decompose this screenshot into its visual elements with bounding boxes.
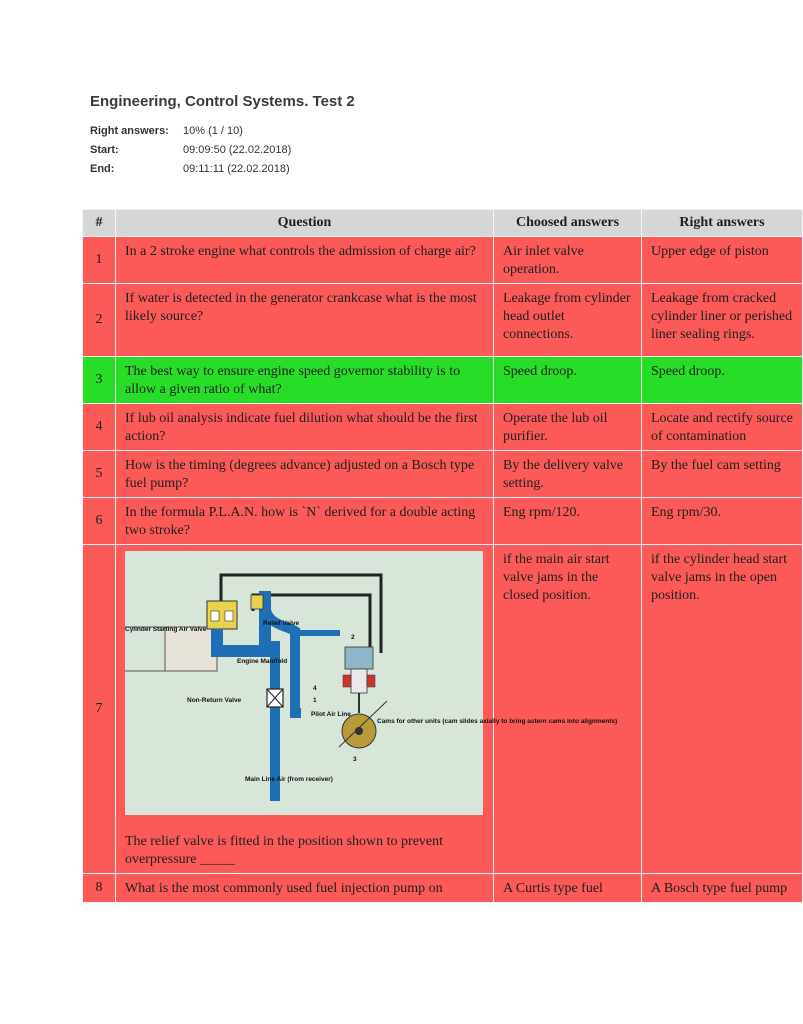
- header-number: #: [83, 210, 116, 237]
- diagram-label: Cylinder Starting Air Valve: [125, 626, 207, 633]
- question-cell: In a 2 stroke engine what controls the admission of charge air?: [116, 237, 494, 284]
- right-answer-cell: A Bosch type fuel pump: [642, 874, 803, 903]
- diagram-label: Cams for other units (cam slides axially to bring astern cams into alignments): [377, 718, 618, 725]
- question-cell: What is the most commonly used fuel injection pump on: [116, 874, 494, 903]
- row-number: 4: [83, 404, 116, 451]
- chosen-answer-cell: Operate the lub oil purifier.: [494, 404, 642, 451]
- summary-label: Start:: [90, 144, 119, 156]
- diagram-label: Main Line Air (from receiver): [245, 776, 333, 783]
- summary-value: 09:09:50 (22.02.2018): [183, 144, 292, 156]
- chosen-answer-cell: Speed droop.: [494, 357, 642, 404]
- row-number: 7: [83, 545, 116, 874]
- diagram-number-label: 3: [353, 756, 357, 763]
- summary-value: 09:11:11 (22.02.2018): [183, 163, 290, 175]
- row-number: 5: [83, 451, 116, 498]
- right-answer-cell: Speed droop.: [642, 357, 803, 404]
- right-answer-cell: if the cylinder head start valve jams in the open position.: [642, 545, 803, 874]
- question-cell: The best way to ensure engine speed governor stability is to allow a given ratio of what?: [116, 357, 494, 404]
- right-answer-cell: Locate and rectify source of contamination: [642, 404, 803, 451]
- table-row: [83, 451, 803, 498]
- question-cell: If water is detected in the generator crankcase what is the most likely source?: [116, 284, 494, 357]
- right-answer-cell: Upper edge of piston: [642, 237, 803, 284]
- question-cell: How is the timing (degrees advance) adjusted on a Bosch type fuel pump?: [116, 451, 494, 498]
- right-answer-cell: Leakage from cracked cylinder liner or perished liner sealing rings.: [642, 284, 803, 357]
- summary-label: Right answers:: [90, 125, 169, 137]
- summary-value: 10% (1 / 10): [183, 125, 243, 137]
- chosen-answer-cell: Leakage from cylinder head outlet connections.: [494, 284, 642, 357]
- row-number: 6: [83, 498, 116, 545]
- summary-start: [90, 144, 291, 163]
- diagram-label: Non-Return Valve: [187, 697, 242, 704]
- table-row: [83, 498, 803, 545]
- diagram-label: Relief Valve: [263, 620, 300, 627]
- table-row: [83, 874, 803, 903]
- results-table: [82, 209, 803, 903]
- right-answer-cell: By the fuel cam setting: [642, 451, 803, 498]
- row-number: 1: [83, 237, 116, 284]
- table-row: [83, 404, 803, 451]
- header-choosed-answers: Choosed answers: [494, 210, 642, 237]
- summary-right-answers: [90, 125, 291, 144]
- right-answer-cell: Eng rpm/30.: [642, 498, 803, 545]
- diagram-number-label: 1: [313, 697, 317, 704]
- table-row: [83, 284, 803, 357]
- page-title: Engineering, Control Systems. Test 2: [90, 93, 355, 110]
- diagram-label: Engine Manifold: [237, 658, 288, 665]
- row-number: 2: [83, 284, 116, 357]
- summary-label: End:: [90, 163, 115, 175]
- question-cell: In the formula P.L.A.N. how is `N` derived for a double acting two stroke?: [116, 498, 494, 545]
- chosen-answer-cell: By the delivery valve setting.: [494, 451, 642, 498]
- question-cell: If lub oil analysis indicate fuel dilution what should be the first action?: [116, 404, 494, 451]
- table-header-row: [83, 210, 803, 237]
- results-table-container: [82, 209, 793, 1024]
- chosen-answer-cell: Eng rpm/120.: [494, 498, 642, 545]
- question-text: The relief valve is fitted in the position shown to prevent overpressure _____: [125, 834, 444, 867]
- table-row: [83, 545, 803, 874]
- summary-end: [90, 163, 291, 182]
- table-row: [83, 237, 803, 284]
- chosen-answer-cell: A Curtis type fuel: [494, 874, 642, 903]
- diagram-number-label: 2: [351, 634, 355, 641]
- table-row: [83, 357, 803, 404]
- header-question: Question: [116, 210, 494, 237]
- test-summary: [90, 125, 291, 182]
- diagram-label: Pilot Air Line: [311, 711, 351, 718]
- chosen-answer-cell: Air inlet valve operation.: [494, 237, 642, 284]
- header-right-answers: Right answers: [642, 210, 803, 237]
- diagram-number-label: 4: [313, 685, 317, 692]
- chosen-answer-cell: if the main air start valve jams in the closed position.: [494, 545, 642, 874]
- row-number: 8: [83, 874, 116, 903]
- row-number: 3: [83, 357, 116, 404]
